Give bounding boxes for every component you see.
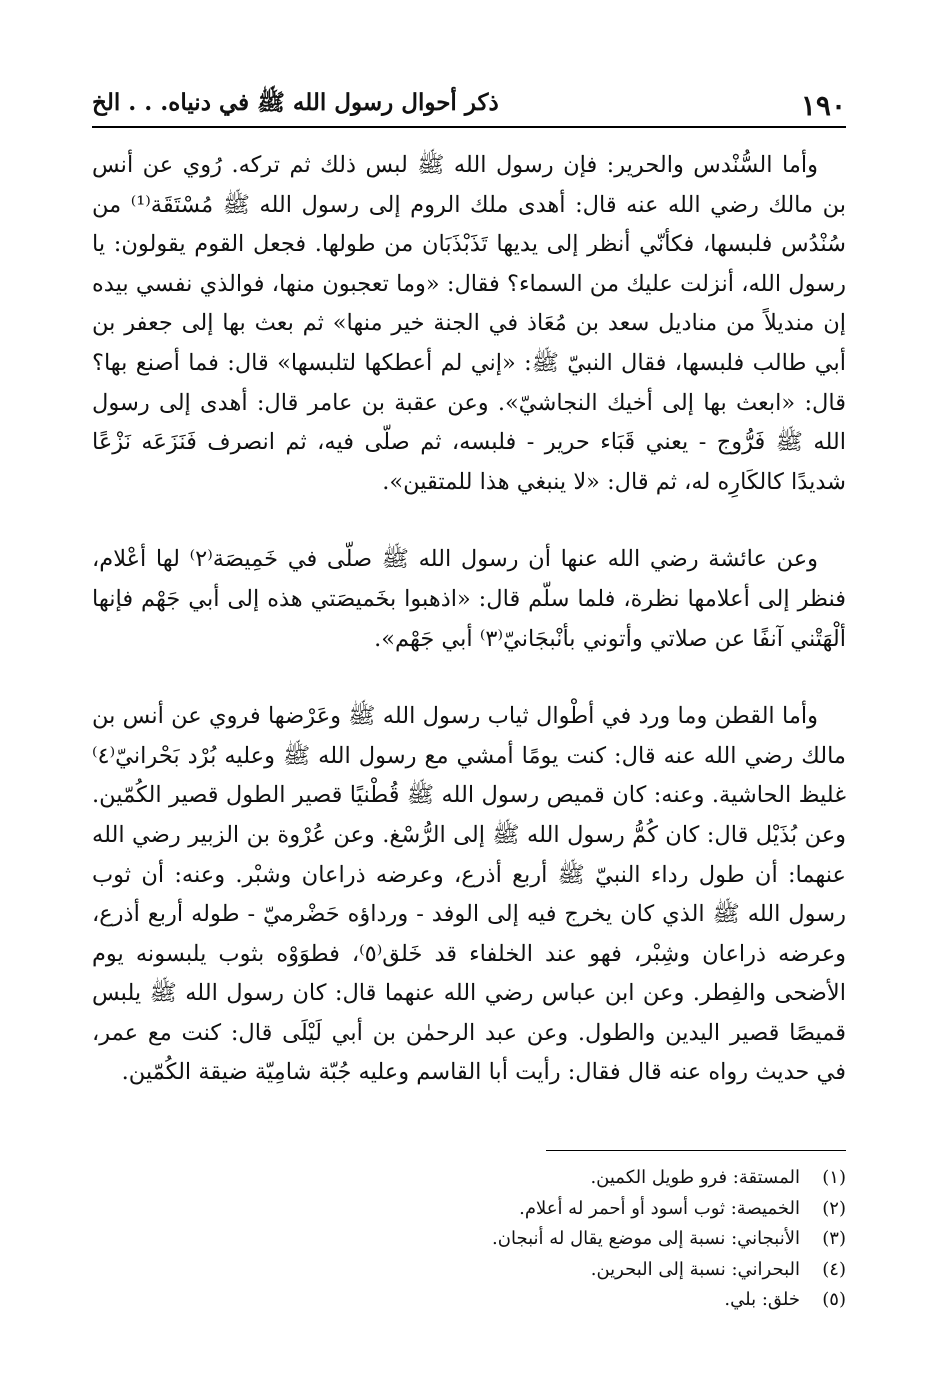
running-title: ذكر أحوال رسول الله ﷺ في دنياه. . . الخ <box>92 89 499 116</box>
footnote-item <box>92 1255 846 1286</box>
footnote-item <box>92 1224 846 1255</box>
footnotes <box>92 1163 846 1316</box>
footnote-text: الأنبجاني: نسبة إلى موضع يقال له أنبجان. <box>492 1228 800 1249</box>
footnote-number: (٤) <box>822 1258 846 1280</box>
footnote-number: (٣) <box>822 1228 846 1249</box>
footnote-text: الخميصة: ثوب أسود أو أحمر له أعلام. <box>519 1197 800 1219</box>
paragraph-silk: وأما السُّنْدس والحرير: فإن رسول الله ﷺ لبس ذلك ثم تركه. رُوي عن أنس بن مالك رضي الله عنه قال: أهدى ملك الروم إلى رسول الله ﷺ مُسْتَقَة⁽¹⁾ من سُنْدُس فلبسها، فكأنّي أنظر إلى يديها تَذَبْذَبَان من طولها. فجعل القوم يقولون: يا رسول الله، أنزلت عليك من السماء؟ فقال: «وما تعجبون منها، فوالذي نفسي بيده إن منديلاً من مناديل سعد بن مُعَاذ في الجنة خير منها» ثم بعث بها إلى جعفر بن أبي طالب فلبسها، فقال النبيّ ﷺ: «إني لم أعطكها لتلبسها» قال: فما أصنع بها؟ قال: «ابعث بها إلى أخيك النجاشيّ». وعن عقبة بن عامر قال: أهدى إلى رسول الله ﷺ فَرُّوج - يعني قَبَاء حرير - فلبسه، ثم صلّى فيه، ثم انصرف فَنَزَعَه نَزْعًا شديدًا كالكَارِه له، ثم قال: «لا ينبغي هذا للمتقين». <box>92 152 847 495</box>
footnote-item <box>92 1194 846 1225</box>
footnote-item <box>92 1163 846 1194</box>
page-number: ١٩٠ <box>800 89 846 122</box>
page-header <box>92 86 846 128</box>
footnote-separator <box>546 1150 846 1151</box>
footnote-text: المستقة: فرو طويل الكمين. <box>590 1167 800 1188</box>
footnote-text: خلق: بلي. <box>724 1289 800 1310</box>
paragraph-khamisa: وعن عائشة رضي الله عنها أن رسول الله ﷺ صلّى في خَمِيصَة⁽٢⁾ لها أعْلام، فنظر إلى أعلامها نظرة، فلما سلّم قال: «اذهبوا بخَميصَتي هذه إلى أبي جَهْم فإنها ألْهَتْني آنفًا عن صلاتي وأتوني بأنْبجَانيّ⁽٣⁾ أبي جَهْم». <box>92 546 846 652</box>
paragraph-cotton: وأما القطن وما ورد في أطْوال ثياب رسول الله ﷺ وعَرْضها فروي عن أنس بن مالك رضي الله عنه قال: كنت يومًا أمشي مع رسول الله ﷺ وعليه بُرْد بَحْرانيّ⁽٤⁾ غليظ الحاشية. وعنه: كان قميص رسول الله ﷺ قُطْنيًا قصير الطول قصير الكُمّين. وعن بُذَيْل قال: كان كُمُّ رسول الله ﷺ إلى الرُّسْغ. وعن عُرْوة بن الزبير رضي الله عنهما: أن طول رداء النبيّ ﷺ أربع أذرع، وعرضه ذراعان وشبْر. وعنه: أن ثوب رسول الله ﷺ الذي كان يخرج فيه إلى الوفد - ورداؤه حَضْرميّ - طوله أربع أذرع، وعرضه ذراعان وشِبْر، فهو عند الخلفاء قد خَلق⁽٥⁾، فطوَوْه بثوب يلبسونه يوم الأضحى والفِطر. وعن ابن عباس رضي الله عنهما قال: كان رسول الله ﷺ يلبس قميصًا قصير اليدين والطول. وعن عبد الرحمٰن بن أبي لَيْلَى قال: كنت مع عمر، في حديث رواه عنه قال فقال: رأيت أبا القاسم وعليه جُبّة شامِيّة ضيقة الكُمّين. <box>92 703 846 1086</box>
footnote-item <box>92 1285 846 1316</box>
main-text <box>92 146 846 1093</box>
footnote-number: (٥) <box>822 1289 846 1310</box>
footnote-text: البحراني: نسبة إلى البحرين. <box>590 1258 800 1280</box>
footnote-number: (١) <box>822 1167 846 1188</box>
footnote-number: (٢) <box>822 1197 846 1219</box>
